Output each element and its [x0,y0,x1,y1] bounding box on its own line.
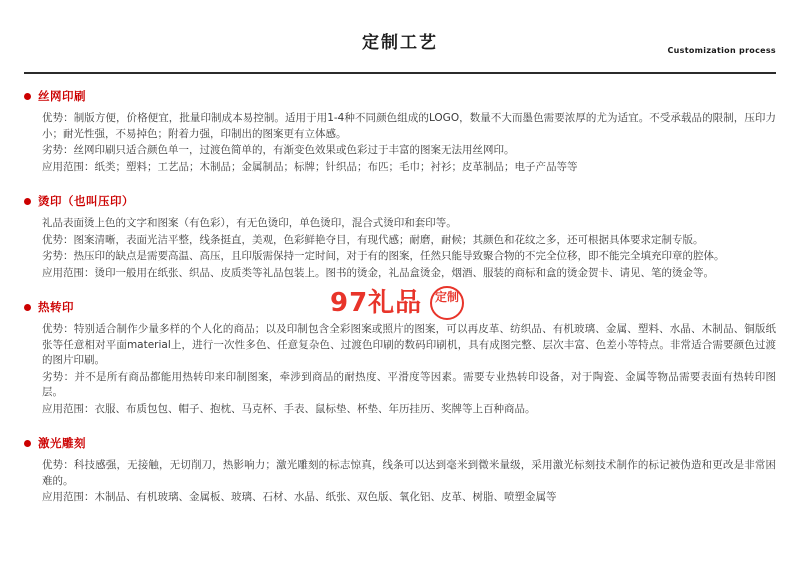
section-heading [24,299,776,315]
paragraph: 应用范围：衣服、布质包包、帽子、抱枕、马克杯、手表、鼠标垫、杯垫、年历挂历、奖牌等上百种商品。 [42,402,536,415]
page-title: 定制工艺 [362,33,438,53]
section-body [24,322,776,417]
paragraph: 优势：科技感强，无接触，无切削刀，热影响力；激光雕刻的标志惊真，线条可以达到毫米到微米量级，采用激光标刻技术制作的标记被伪造和更改是非常困难的。 [42,459,776,487]
section-body [24,216,776,281]
paragraph: 应用范围：木制品、有机玻璃、金属板、玻璃、石材、水晶、纸张、双色版、氧化铝、皮革、树脂、喷塑金属等 [42,491,557,503]
paragraph: 劣势：热压印的缺点是需要高温、高压，且印版需保持一定时间，对于有的图案，任然只能导致聚合物的不完全位移，即不能完全填充印章的腔体。 [42,250,725,262]
section-heading [24,193,776,209]
section-title: 热转印 [38,300,74,314]
paragraph: 劣势：并不是所有商品都能用热转印来印制图案，牵涉到商品的耐热度、平滑度等因素。需要专业热转印设备，对于陶瓷、金属等物品需要表面有热转印图层。 [42,370,776,398]
section-laser-engraving [24,435,776,506]
section-stamping [24,193,776,281]
watermark-text: 97礼品 [330,288,423,318]
section-title: 激光雕刻 [38,436,86,450]
section-heading [24,88,776,104]
bullet-dot-icon [24,93,31,100]
header-divider [24,72,776,74]
section-heat-transfer [24,299,776,417]
paragraph: 应用范围：纸类；塑料；工艺品；木制品；金属制品；标牌；针织品；布匹；毛巾；衬衫；皮革制品；电子产品等等 [42,160,578,173]
document-header [24,0,776,72]
section-title: 烫印（也叫压印） [38,194,134,208]
bullet-dot-icon [24,304,31,311]
section-title: 丝网印刷 [38,89,86,103]
paragraph: 应用范围：烫印一般用在纸张、织品、皮质类等礼品包装上。图书的烫金，礼品盒烫金，烟酒、服装的商标和盒的烫金贺卡、请见、笔的烫金等。 [42,266,714,279]
watermark-stamp: 定制 [430,286,464,320]
paragraph: 劣势：丝网印刷只适合颜色单一，过渡色简单的，有渐变色效果或色彩过于丰富的图案无法用丝网印。 [42,144,515,156]
section-heading [24,435,776,451]
paragraph: 优势：图案清晰，表面光洁平整，线条挺直，美观，色彩鲜艳夺目，有现代感；耐磨，耐候；其颜色和花纹之多，还可根据具体要求定制专版。 [42,233,704,246]
paragraph: 优势：制版方便，价格便宜，批量印制成本易控制。适用于用1-4种不同颜色组成的LOGO，数量不大而墨色需要浓厚的尤为适宜。不受承载品的限制，压印力小；耐光性强，不易掉色；附着力强，印制出的图案更有立体感。 [42,112,776,140]
bullet-dot-icon [24,440,31,447]
page-subtitle: Customization process [667,46,776,55]
paragraph: 礼品表面烫上色的文字和图案（有色彩），有无色烫印，单色烫印，混合式烫印和套印等。 [42,217,457,229]
bullet-dot-icon [24,198,31,205]
paragraph: 优势：特别适合制作少量多样的个人化的商品；以及印制包含全彩图案或照片的图案，可以再皮革、纺织品、有机玻璃、金属、塑料、水晶、木制品、铜版纸张等任意相对平面material上，进行一次性多色、任意复杂色、过渡色印刷的数码印刷机，具有成图完整、层次丰富、色差小等特点。非常适合需要颜色过渡的图片印刷。 [42,323,776,366]
section-body [24,458,776,506]
section-body [24,111,776,175]
section-silkscreen [24,88,776,175]
